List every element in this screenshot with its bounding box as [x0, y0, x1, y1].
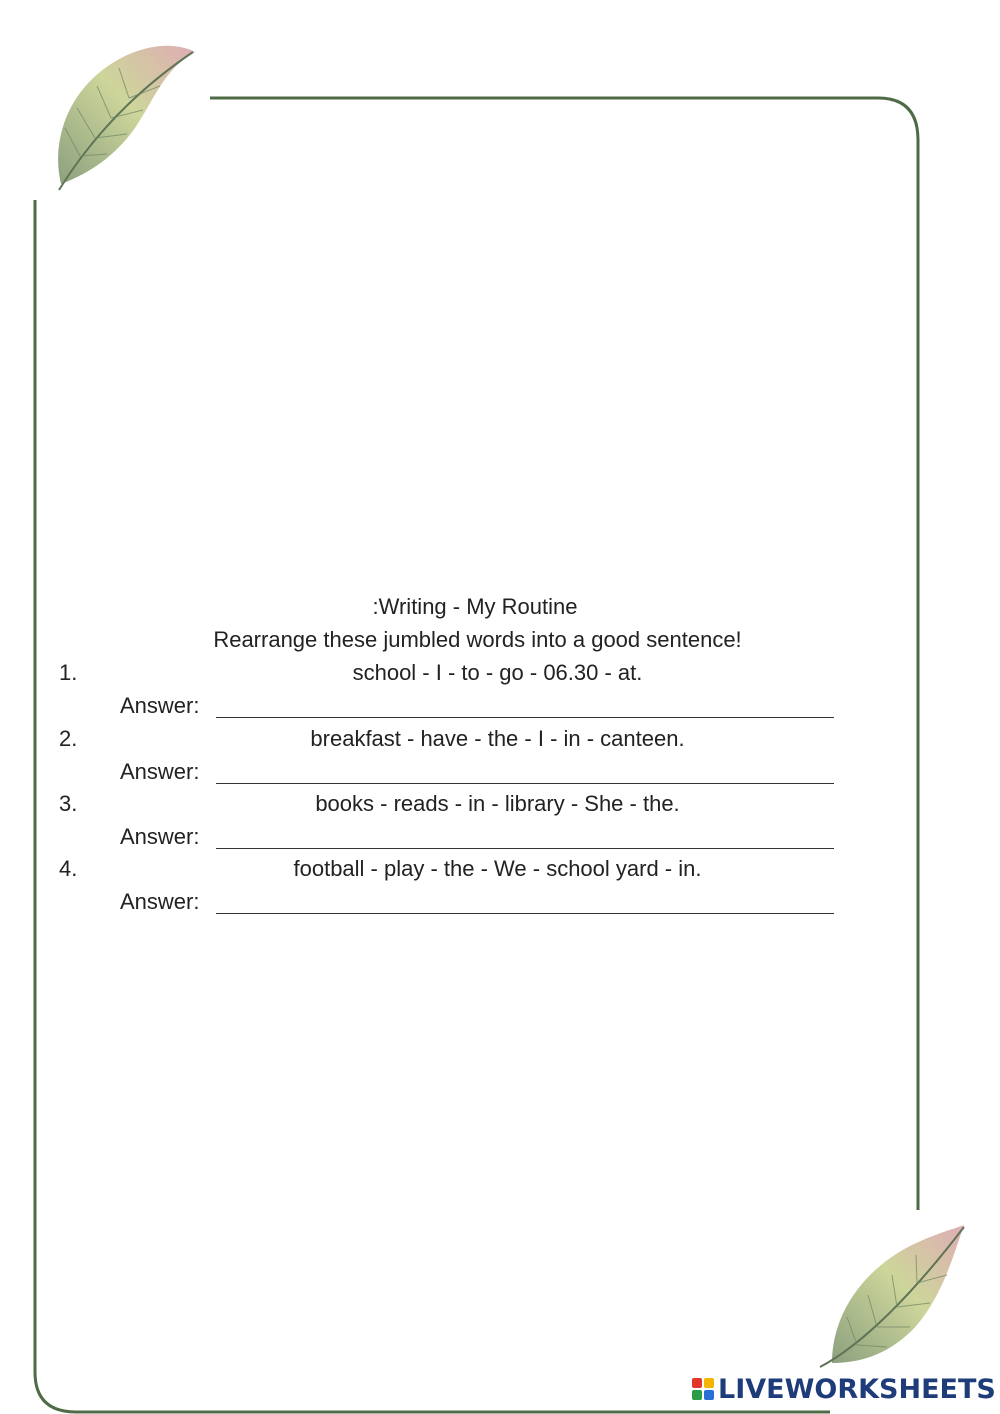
- answer-row: [120, 889, 840, 919]
- answer-label: Answer:: [120, 759, 200, 784]
- answer-line: [216, 913, 834, 914]
- answer-line: [216, 783, 834, 784]
- answer-input-3[interactable]: [216, 822, 838, 850]
- question-number: 2.: [59, 726, 78, 751]
- answer-line: [216, 848, 834, 849]
- border-top-right: [210, 98, 918, 1210]
- feather-decoration-top: [45, 28, 205, 193]
- answer-input-1[interactable]: [216, 691, 838, 719]
- answer-row: [120, 693, 840, 723]
- answer-line: [216, 717, 834, 718]
- question-number: 3.: [59, 791, 78, 816]
- answer-row: [120, 759, 840, 789]
- answer-label: Answer:: [120, 824, 200, 849]
- liveworksheets-logo[interactable]: [692, 1372, 996, 1406]
- feather-decoration-bottom: [812, 1215, 977, 1375]
- answer-input-2[interactable]: [216, 757, 838, 785]
- question-row: [0, 726, 1000, 756]
- jumbled-words: breakfast - have - the - I - in - canteen.: [310, 726, 685, 751]
- jumbled-words: football - play - the - We - school yard - in.: [293, 856, 702, 881]
- question-number: 1.: [59, 660, 78, 685]
- worksheet-instruction: Rearrange these jumbled words into a good sentence!: [213, 627, 742, 652]
- answer-label: Answer:: [120, 693, 200, 718]
- answer-row: [120, 824, 840, 854]
- answer-input-4[interactable]: [216, 887, 838, 915]
- question-row: [0, 791, 1000, 821]
- question-row: [0, 856, 1000, 886]
- worksheet-title: :Writing - My Routine: [372, 594, 578, 619]
- answer-label: Answer:: [120, 889, 200, 914]
- question-row: [0, 660, 1000, 690]
- question-number: 4.: [59, 856, 78, 881]
- logo-text: LIVEWORKSHEETS: [718, 1373, 996, 1405]
- jumbled-words: books - reads - in - library - She - the.: [315, 791, 680, 816]
- liveworksheets-logo-icon: [692, 1378, 714, 1400]
- jumbled-words: school - I - to - go - 06.30 - at.: [352, 660, 643, 685]
